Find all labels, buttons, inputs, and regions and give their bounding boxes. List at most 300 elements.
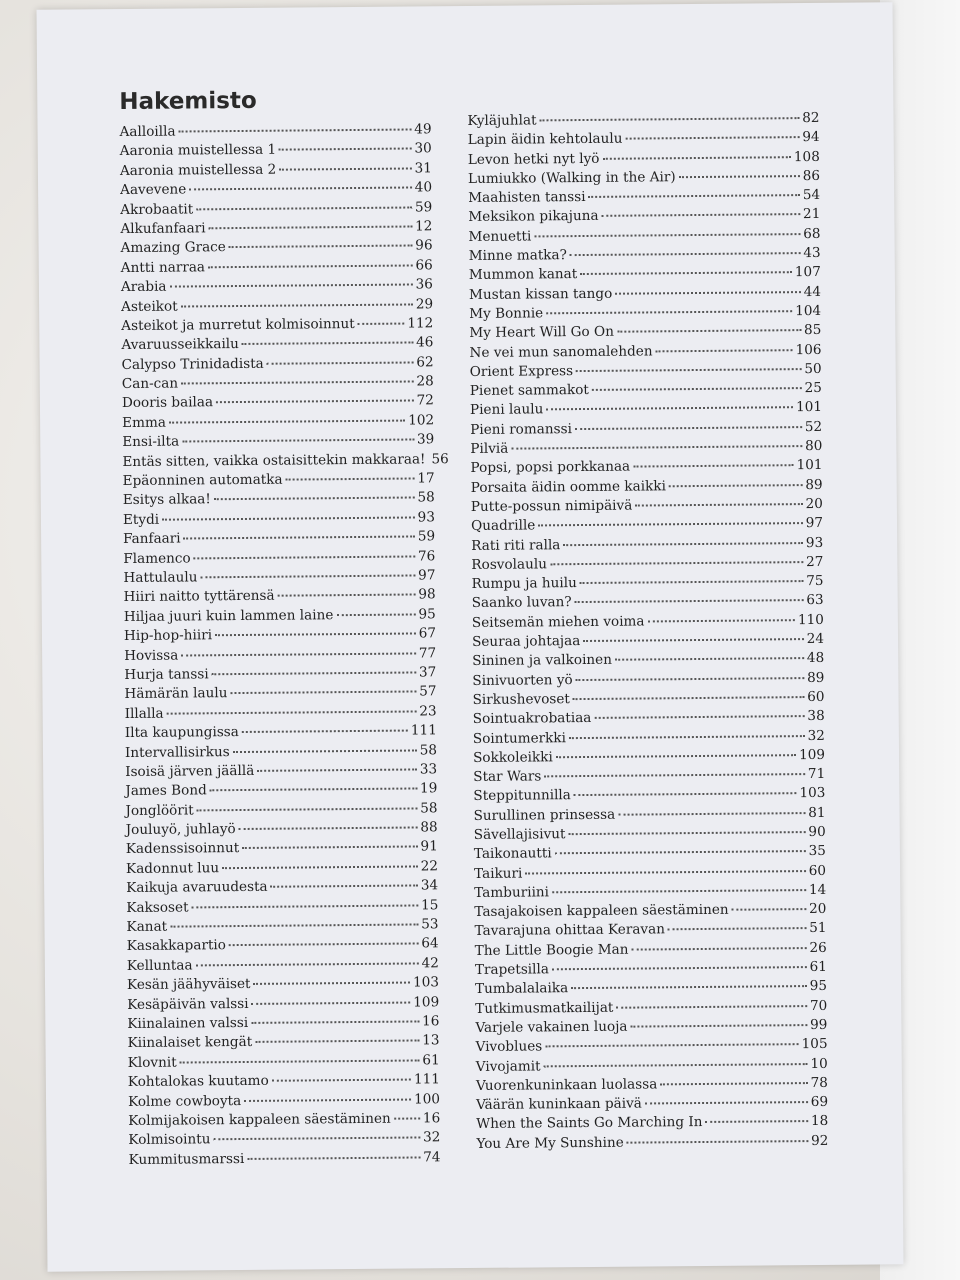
dot-leader [511, 445, 802, 450]
dot-leader [552, 966, 807, 970]
dot-leader [544, 773, 805, 777]
index-entry [125, 722, 437, 744]
entry-title: Epäonninen automatka [122, 471, 283, 490]
entry-title: Pieni laulu [469, 401, 544, 419]
entry-title: Akrobaatit [120, 200, 194, 218]
dot-leader [196, 962, 419, 966]
entry-page-number: 106 [795, 341, 822, 358]
entry-title: Menuetti [468, 228, 532, 245]
entry-title: Emma [122, 414, 166, 431]
entry-page-number: 37 [418, 664, 437, 681]
entry-title: Väärän kuninkaan päivä [476, 1095, 642, 1114]
entry-page-number: 21 [802, 206, 821, 223]
index-entry [126, 839, 438, 861]
dot-leader [589, 194, 800, 198]
entry-title: The Little Boogie Man [474, 941, 629, 959]
entry-title: Sokkoleikki [472, 749, 553, 766]
entry-page-number: 104 [795, 302, 822, 320]
entry-title: Aaronia muistellessa 1 [119, 142, 277, 160]
dot-leader [252, 1001, 411, 1004]
entry-page-number: 92 [811, 1132, 829, 1149]
index-entry [122, 373, 434, 395]
entry-title: Rati riti ralla [471, 536, 561, 554]
dot-leader [631, 947, 806, 951]
entry-title: Mummon kanat [468, 266, 578, 284]
dot-leader [247, 1156, 420, 1160]
entry-title: Entäs sitten, vaikka ostaisittekin makkaraa! [122, 451, 426, 470]
dot-leader [272, 1079, 411, 1082]
entry-title: Taikuri [473, 865, 523, 882]
dot-leader [580, 272, 792, 276]
dot-leader [215, 633, 416, 637]
entry-title: Kaikuja avaruudesta [126, 879, 268, 897]
entry-page-number: 98 [418, 586, 436, 603]
dot-leader [251, 1020, 419, 1023]
entry-title: Intervallisirkus [124, 743, 230, 761]
entry-page-number: 18 [810, 1113, 829, 1130]
dot-leader [169, 419, 405, 423]
entry-page-number: 96 [415, 237, 433, 254]
entry-page-number: 13 [422, 1032, 440, 1049]
index-entry [122, 354, 434, 376]
index-entry [122, 432, 434, 454]
index-entry [124, 625, 436, 647]
dot-leader [660, 1082, 807, 1085]
entry-page-number: 40 [414, 179, 433, 196]
entry-title: Kiinalainen valssi [127, 1014, 249, 1032]
entry-page-number: 59 [417, 528, 436, 545]
entry-title: Klovnit [127, 1054, 177, 1071]
entry-title: Rosvolaulu [471, 556, 548, 573]
entry-title: Levon hetki nyt lyö [467, 150, 600, 168]
entry-page-number: 108 [793, 148, 820, 165]
entry-title: Calypso Trinidadista [121, 355, 264, 373]
entry-page-number: 48 [806, 650, 825, 667]
entry-page-number: 20 [809, 901, 827, 918]
entry-page-number: 32 [807, 727, 825, 744]
dot-leader [616, 1005, 807, 1009]
entry-page-number: 89 [806, 669, 825, 686]
entry-title: Asteikot ja murretut kolmisoinnut [121, 315, 355, 334]
dot-leader [336, 613, 415, 616]
dot-leader [162, 516, 415, 520]
entry-page-number: 97 [418, 567, 436, 584]
entry-title: Kesän jäähyväiset [126, 976, 251, 994]
index-page [37, 2, 904, 1271]
entry-title: You Are My Sunshine [476, 1134, 624, 1152]
entry-page-number: 32 [422, 1129, 441, 1146]
dot-leader [552, 889, 806, 893]
entry-page-number: 62 [416, 353, 434, 371]
dot-leader [635, 503, 802, 506]
index-entry [120, 218, 432, 240]
dot-leader [668, 928, 806, 931]
entry-page-number: 50 [804, 360, 822, 377]
dot-leader [647, 619, 794, 622]
entry-page-number: 82 [802, 109, 820, 127]
index-entry [125, 761, 437, 783]
entry-title: Kolmisointu [128, 1131, 211, 1149]
dot-leader [242, 846, 417, 850]
page-title: Hakemisto [119, 87, 257, 116]
dot-leader [583, 638, 803, 642]
entry-title: Hiljaa juuri kuin lammen laine [123, 606, 334, 625]
dot-leader [229, 943, 418, 947]
dot-leader [617, 329, 801, 333]
index-entry [127, 1013, 439, 1035]
entry-title: Tavarajuna ohittaa Keravan [474, 921, 666, 940]
entry-page-number: 58 [417, 489, 435, 506]
entry-title: When the Saints Go Marching In [476, 1114, 703, 1133]
entry-page-number: 93 [805, 534, 824, 551]
entry-title: Quadrille [470, 517, 536, 535]
entry-title: Varjele vakainen luoja [475, 1018, 628, 1036]
entry-title: Kaksoset [126, 899, 189, 916]
entry-page-number: 80 [804, 437, 823, 455]
entry-title: Lumiukko (Walking in the Air) [467, 169, 676, 187]
dot-leader [191, 904, 418, 908]
dot-leader [631, 1024, 808, 1028]
dot-leader [200, 574, 415, 578]
entry-page-number: 28 [416, 373, 434, 390]
entry-page-number: 75 [806, 573, 824, 590]
entry-title: Kohtalokas kuutamo [127, 1072, 269, 1091]
entry-page-number: 56 [431, 450, 449, 467]
entry-page-number: 103 [799, 785, 826, 802]
dot-leader [618, 812, 805, 816]
dot-leader [545, 1043, 798, 1047]
entry-page-number: 111 [410, 722, 437, 739]
dot-leader [255, 1040, 419, 1043]
entry-page-number: 93 [417, 509, 436, 526]
entry-title: Pienet sammakot [469, 382, 589, 400]
entry-title: Flamenco [123, 550, 191, 567]
dot-leader [571, 985, 807, 989]
entry-title: Avaruusseikkailu [121, 336, 239, 354]
entry-title: Tumbalalaika [475, 980, 569, 998]
entry-page-number: 61 [422, 1052, 440, 1069]
entry-title: Hämärän laulu [124, 685, 228, 703]
entry-title: Aaronia muistellessa 2 [119, 161, 277, 179]
dot-leader [576, 677, 804, 681]
entry-title: Tamburiini [474, 884, 550, 901]
dot-leader [170, 284, 413, 288]
entry-title: Illalla [124, 705, 164, 722]
dot-leader [546, 407, 793, 411]
dot-leader [544, 1063, 808, 1067]
dot-leader [182, 439, 414, 443]
dot-leader [222, 865, 418, 869]
dot-leader [179, 128, 412, 132]
dot-leader [286, 478, 415, 481]
entry-title: Alkufanfaari [120, 220, 206, 237]
dot-leader [242, 342, 413, 345]
entry-page-number: 64 [421, 935, 439, 952]
dot-leader [615, 657, 804, 661]
entry-title: Hurja tanssi [124, 666, 209, 683]
entry-page-number: 20 [805, 495, 823, 513]
index-column-left [119, 121, 449, 1171]
entry-page-number: 29 [415, 295, 434, 312]
entry-page-number: 94 [802, 129, 820, 146]
entry-page-number: 52 [804, 418, 823, 435]
entry-title: Hiiri naitto tyttärensä [123, 588, 275, 606]
entry-title: Sinivuorten yö [472, 671, 573, 689]
dot-leader [568, 831, 805, 835]
dot-leader [534, 233, 800, 237]
entry-page-number: 100 [414, 1090, 441, 1108]
index-entry [122, 393, 434, 415]
entry-page-number: 31 [414, 160, 432, 177]
dot-leader [233, 749, 417, 753]
entry-page-number: 43 [803, 245, 821, 262]
entry-title: Kesäpäivän valssi [127, 995, 249, 1013]
entry-page-number: 95 [418, 606, 436, 623]
entry-title: Antti narraa [120, 259, 206, 276]
index-entry [120, 199, 432, 221]
index-entry [124, 684, 436, 706]
entry-title: Dooris bailaa [121, 394, 214, 412]
dot-leader [669, 484, 802, 487]
entry-page-number: 58 [419, 741, 438, 758]
entry-title: Fanfaari [123, 530, 181, 548]
index-entry [128, 1052, 440, 1074]
entry-title: Jonglöörit [125, 802, 194, 819]
entry-title: Ne vei mun sanomalehden [469, 342, 653, 361]
dot-leader [732, 908, 806, 911]
entry-title: Maahisten tanssi [468, 189, 586, 207]
entry-title: Taikonautti [473, 845, 552, 863]
entry-page-number: 25 [804, 380, 822, 397]
dot-leader [181, 652, 416, 656]
index-column-right [467, 110, 828, 1155]
entry-page-number: 85 [803, 322, 822, 339]
dot-leader [592, 387, 802, 391]
dot-leader [358, 322, 405, 324]
dot-leader [267, 361, 414, 364]
entry-page-number: 103 [412, 974, 440, 991]
entry-title: Tasajakoisen kappaleen säestäminen [474, 901, 729, 921]
entry-page-number: 69 [810, 1094, 829, 1111]
entry-title: Meksikon pikajuna [468, 208, 599, 226]
entry-title: Mustan kissan tango [468, 285, 613, 303]
dot-leader [230, 691, 416, 695]
dot-leader [569, 735, 805, 739]
entry-page-number: 14 [808, 881, 827, 898]
dot-leader [244, 1098, 411, 1101]
entry-page-number: 67 [418, 625, 437, 642]
dot-leader [615, 291, 800, 295]
dot-leader [679, 175, 800, 178]
entry-title: Seuraa johtajaa [471, 633, 581, 650]
entry-title: Tutkimusmatkailijat [475, 999, 614, 1017]
dot-leader [602, 156, 790, 160]
entry-title: Sininen ja valkoinen [472, 652, 613, 670]
entry-page-number: 19 [419, 780, 438, 797]
entry-page-number: 63 [806, 592, 824, 609]
index-entry [121, 276, 433, 298]
entry-page-number: 77 [418, 644, 437, 661]
entry-page-number: 16 [421, 1013, 440, 1030]
entry-title: James Bond [125, 782, 207, 800]
entry-page-number: 26 [809, 939, 827, 956]
entry-page-number: 53 [421, 916, 439, 933]
entry-title: Isoisä järven jäällä [125, 762, 255, 780]
entry-title: Kolmijakoisen kappaleen säestäminen [128, 1110, 391, 1129]
entry-title: Kyläjuhlat [467, 112, 537, 130]
entry-page-number: 16 [422, 1110, 441, 1127]
dot-leader [656, 349, 793, 352]
dot-leader [189, 187, 412, 191]
dot-leader [194, 555, 415, 559]
entry-page-number: 101 [795, 399, 823, 416]
entry-page-number: 57 [419, 683, 437, 700]
index-entry [122, 412, 434, 434]
entry-title: Arabia [120, 278, 167, 296]
entry-title: Star Wars [473, 768, 542, 786]
index-entry [128, 1110, 440, 1132]
entry-title: Hovissa [124, 647, 179, 664]
entry-title: Kasakkapartio [126, 937, 226, 955]
entry-page-number: 44 [803, 283, 822, 300]
entry-page-number: 86 [802, 167, 821, 184]
entry-title: Kelluntaa [126, 957, 193, 974]
entry-title: Etydi [122, 511, 160, 528]
entry-page-number: 23 [419, 703, 437, 720]
dot-leader [278, 594, 416, 597]
entry-page-number: 90 [808, 823, 826, 841]
dot-leader [210, 788, 417, 792]
dot-leader [538, 522, 802, 526]
dot-leader [556, 754, 796, 758]
entry-page-number: 60 [808, 862, 827, 879]
entry-page-number: 51 [809, 920, 827, 937]
dot-leader [645, 1101, 808, 1104]
index-entry [125, 703, 437, 725]
entry-page-number: 112 [407, 315, 434, 332]
entry-title: Minne matka? [468, 247, 567, 265]
dot-leader [633, 465, 793, 468]
entry-title: Putte-possun nimipäivä [470, 497, 633, 515]
entry-page-number: 58 [420, 799, 438, 817]
entry-page-number: 38 [807, 708, 825, 725]
dot-leader [525, 870, 805, 874]
entry-title: Hattulaulu [123, 569, 198, 587]
dot-leader [550, 561, 803, 565]
entry-page-number: 71 [807, 765, 826, 783]
entry-title: My Bonnie [469, 305, 544, 322]
index-entry [121, 257, 433, 279]
entry-title: Can-can [121, 375, 179, 393]
entry-title: Asteikot [121, 298, 178, 315]
entry-page-number: 27 [805, 553, 824, 570]
entry-title: Kadenssisoinnut [125, 840, 240, 858]
dot-leader [239, 827, 418, 831]
entry-page-number: 33 [419, 761, 438, 778]
entry-title: My Heart Will Go On [469, 323, 614, 342]
dot-leader [563, 542, 803, 546]
entry-title: Rumpu ja huilu [471, 575, 577, 593]
entry-page-number: 34 [420, 877, 439, 894]
entry-title: Amazing Grace [120, 239, 226, 257]
dot-leader [181, 303, 413, 307]
dot-leader [705, 1121, 807, 1124]
dot-leader [594, 715, 804, 719]
index-entry [125, 742, 437, 764]
dot-leader [213, 1137, 420, 1141]
entry-page-number: 15 [420, 896, 439, 914]
entry-title: Vivojamit [475, 1057, 541, 1075]
index-entry [125, 781, 437, 803]
dot-leader [184, 536, 415, 540]
dot-leader [540, 117, 800, 121]
index-entry [126, 858, 438, 880]
entry-title: Sävellajisivut [473, 826, 566, 843]
dot-leader [602, 214, 800, 218]
dot-leader [196, 206, 412, 210]
entry-title: Lapin äidin kehtolaulu [467, 130, 623, 149]
entry-page-number: 36 [415, 276, 433, 293]
entry-title: Popsi, popsi porkkanaa [470, 458, 631, 477]
index-entry [126, 819, 438, 841]
entry-page-number: 111 [413, 1071, 440, 1088]
entry-title: Jouluyö, juhlayö [125, 821, 236, 839]
dot-leader [580, 580, 803, 584]
entry-title: Aavevene [120, 181, 187, 199]
entry-title: Porsaita äidin oomme kaikki [470, 477, 666, 496]
entry-title: Orient Express [469, 362, 574, 380]
index-entry [121, 296, 433, 318]
entry-page-number: 99 [810, 1016, 828, 1033]
entry-title: Kiinalaiset kengät [127, 1034, 253, 1052]
dot-leader [555, 850, 806, 854]
dot-leader [208, 264, 412, 268]
entry-page-number: 35 [808, 843, 826, 860]
dot-leader [575, 600, 804, 604]
dot-leader [625, 136, 799, 140]
entry-page-number: 46 [416, 334, 434, 351]
dot-leader [257, 768, 417, 771]
dot-leader [279, 148, 411, 151]
entry-page-number: 81 [808, 804, 826, 821]
dot-leader [253, 982, 410, 985]
entry-page-number: 70 [809, 997, 828, 1014]
entry-page-number: 72 [416, 392, 435, 409]
entry-page-number: 109 [799, 746, 826, 763]
entry-page-number: 91 [420, 838, 438, 855]
entry-title: Sointumerkki [472, 729, 567, 747]
dot-leader [167, 710, 417, 714]
dot-leader [242, 730, 408, 733]
entry-title: Hip-hop-hiiri [123, 627, 213, 645]
entry-title: Steppitunnilla [473, 787, 571, 805]
index-entry [124, 664, 436, 686]
index-entry [128, 1091, 440, 1113]
entry-title: Kummitusmarssi [128, 1150, 245, 1168]
index-entry [127, 1033, 439, 1055]
entry-page-number: 61 [809, 958, 827, 976]
index-entry [124, 606, 436, 628]
dot-leader [181, 381, 413, 385]
entry-page-number: 89 [805, 476, 823, 493]
entry-title: Pilviä [470, 440, 509, 458]
entry-page-number: 22 [420, 858, 439, 875]
entry-title: Kanat [126, 918, 168, 936]
index-entry [128, 1149, 440, 1171]
entry-page-number: 109 [413, 993, 440, 1011]
index-entry [124, 645, 436, 667]
entry-page-number: 88 [420, 819, 438, 836]
